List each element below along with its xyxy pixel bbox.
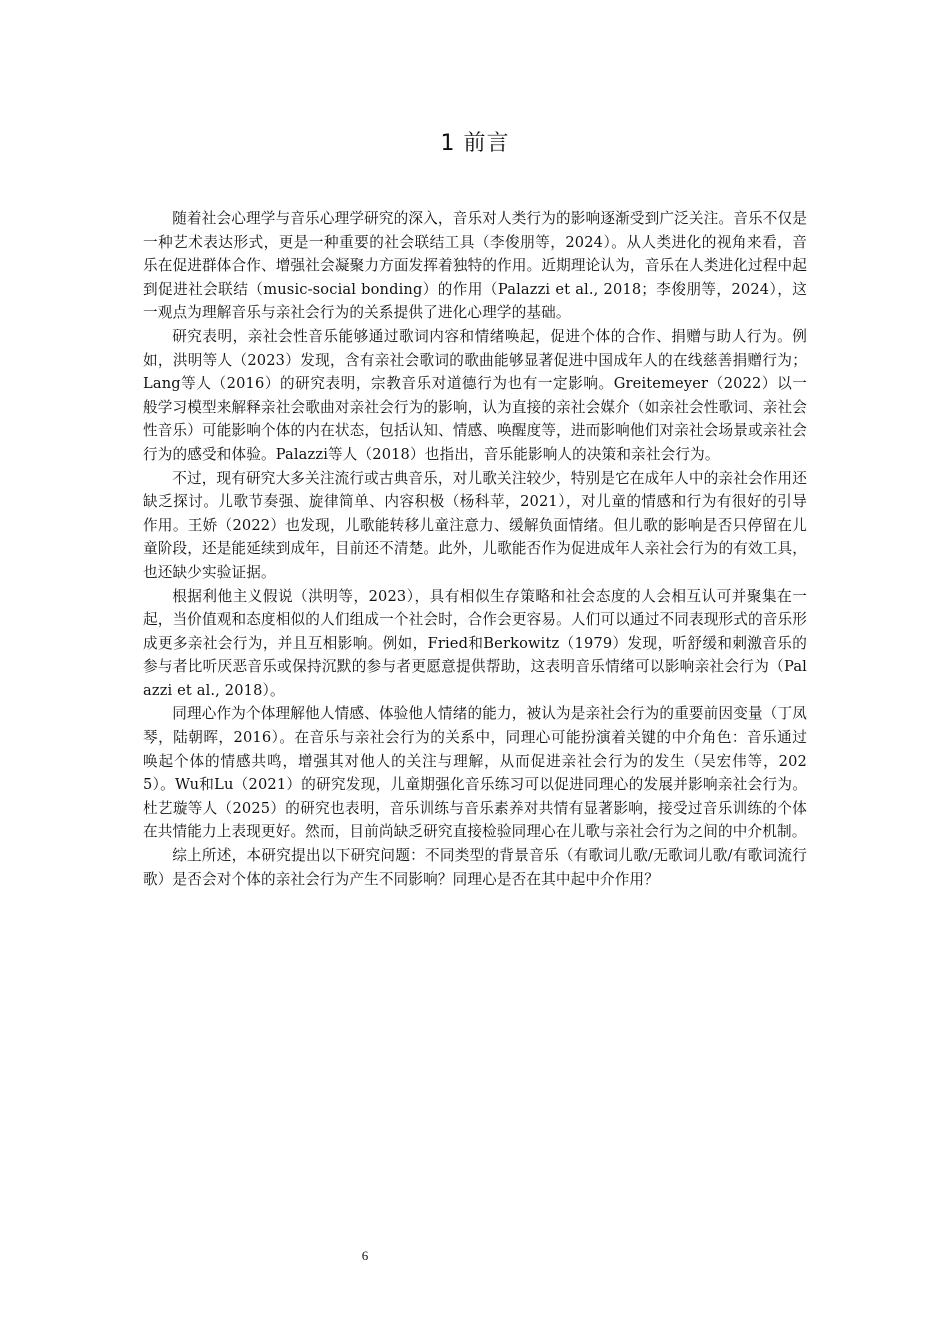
paragraph-5: 同理心作为个体理解他人情感、体验他人情绪的能力，被认为是亲社会行为的重要前因变量（丁凤琴，陆朝晖，2016）。在音乐与亲社会行为的关系中，同理心可能扮演着关键的中介角色：音乐通过唤起个体的情感共鸣，增强其对他人的关注与理解，从而促进亲社会行为的发生（吴宏伟等，2025）。Wu和Lu（2021）的研究发现，儿童期强化音乐练习可以促进同理心的发展并影响亲社会行为。杜艺璇等人（2025）的研究也表明，音乐训练与音乐素养对共情有显著影响，接受过音乐训练的个体在共情能力上表现更好。然而，目前尚缺乏研究直接检验同理心在儿歌与亲社会行为之间的中介机制。	[143, 705, 807, 841]
paragraph-6: 综上所述，本研究提出以下研究问题：不同类型的背景音乐（有歌词儿歌/无歌词儿歌/有歌词流行歌）是否会对个体的亲社会行为产生不同影响？同理心是否在其中起中介作用？	[143, 847, 807, 888]
paragraph-3: 不过，现有研究大多关注流行或古典音乐，对儿歌关注较少，特别是它在成年人中的亲社会作用还缺乏探讨。儿歌节奏强、旋律简单、内容积极（杨科苹，2021），对儿童的情感和行为有很好的引导作用。王娇（2022）也发现，儿歌能转移儿童注意力、缓解负面情绪。但儿歌的影响是否只停留在儿童阶段，还是能延续到成年，目前还不清楚。此外，儿歌能否作为促进成年人亲社会行为的有效工具，也还缺少实验证据。	[143, 469, 807, 581]
paragraph-4: 根据利他主义假说（洪明等，2023），具有相似生存策略和社会态度的人会相互认可并聚集在一起，当价值观和态度相似的人们组成一个社会时，合作会更容易。人们可以通过不同表现形式的音乐形成更多亲社会行为，并且互相影响。例如，Fried和Berkowitz（1979）发现，听舒缓和刺激音乐的参与者比听厌恶音乐或保持沉默的参与者更愿意提供帮助，这表明音乐情绪可以影响亲社会行为（Palazzi et al., 2018）。	[143, 587, 807, 699]
page-number: 6	[361, 1248, 369, 1263]
paragraph-1: 随着社会心理学与音乐心理学研究的深入，音乐对人类行为的影响逐渐受到广泛关注。音乐不仅是一种艺术表达形式，更是一种重要的社会联结工具（李俊朋等，2024）。从人类进化的视角来看，音乐在促进群体合作、增强社会凝聚力方面发挥着独特的作用。近期理论认为，音乐在人类进化过程中起到促进社会联结（music-social bonding）的作用（Palazzi et al., 2018；李俊朋等，2024），这一观点为理解音乐与亲社会行为的关系提供了进化心理学的基础。	[143, 210, 807, 322]
chapter-title: 1 前言	[440, 131, 510, 156]
body-text	[143, 207, 807, 891]
paragraph-2: 研究表明，亲社会性音乐能够通过歌词内容和情绪唤起，促进个体的合作、捐赠与助人行为。例如，洪明等人（2023）发现，含有亲社会歌词的歌曲能够显著促进中国成年人的在线慈善捐赠行为；Lang等人（2016）的研究表明，宗教音乐对道德行为也有一定影响。Greitemeyer（2022）以一般学习模型来解释亲社会歌曲对亲社会行为的影响，认为直接的亲社会媒介（如亲社会性歌词、亲社会性音乐）可能影响个体的内在状态，包括认知、情感、唤醒度等，进而影响他们对亲社会场景或亲社会行为的感受和体验。Palazzi等人（2018）也指出，音乐能影响人的决策和亲社会行为。	[143, 327, 807, 463]
